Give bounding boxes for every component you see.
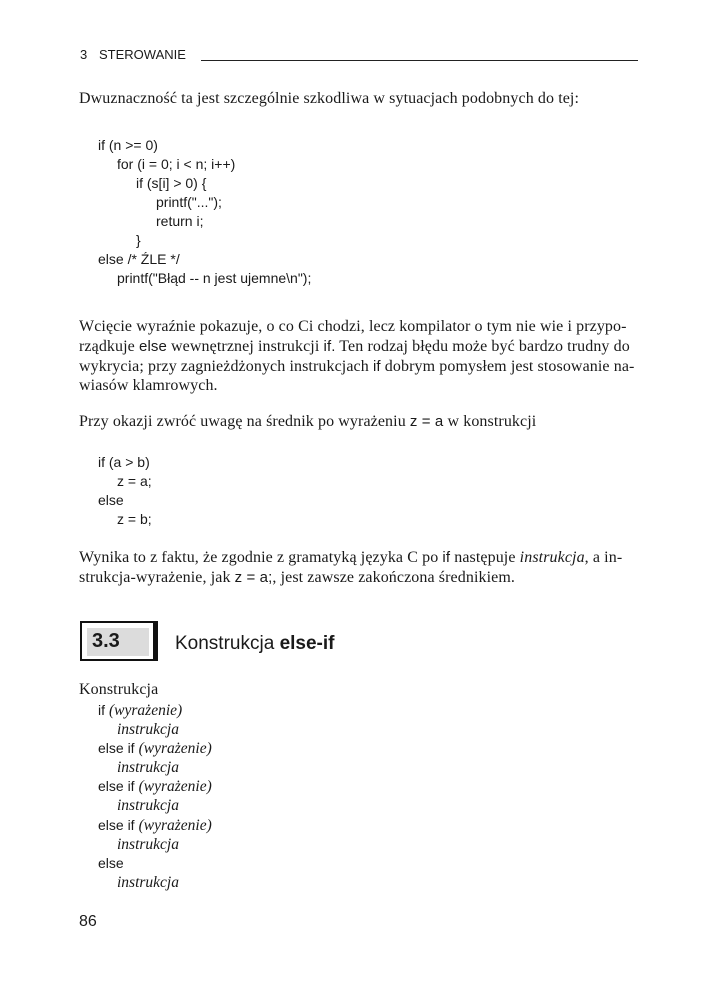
chapter-number: 3 bbox=[80, 47, 88, 62]
construct-line: else if (wyrażenie) bbox=[98, 817, 212, 834]
code-line: } bbox=[136, 232, 141, 248]
paragraph-line: strukcja-wyrażenie, jak z = a;, jest zawsze zakończona średnikiem. bbox=[79, 569, 515, 586]
chapter-title: STEROWANIE bbox=[99, 47, 186, 62]
code-line: if (a > b) bbox=[98, 454, 150, 470]
code-line: printf("Błąd -- n jest ujemne\n"); bbox=[117, 270, 312, 286]
construct-line: else bbox=[98, 855, 124, 871]
construct-line: if (wyrażenie) bbox=[98, 702, 183, 719]
paragraph-line: wykrycia; przy zagnieżdżonych instrukcjach if dobrym pomysłem jest stosowanie na- bbox=[79, 358, 635, 375]
section-number-badge bbox=[87, 628, 149, 656]
construct-line: instrukcja bbox=[117, 874, 179, 891]
paragraph-line: rządkuje else wewnętrznej instrukcji if. Ten rodzaj błędu może być bardzo trudny do bbox=[79, 338, 630, 355]
section-title: Konstrukcja else-if bbox=[175, 633, 335, 654]
construct-line: instrukcja bbox=[117, 759, 179, 776]
code-line: return i; bbox=[156, 213, 204, 229]
code-line: else /* ŹLE */ bbox=[98, 251, 180, 267]
page-number: 86 bbox=[79, 913, 97, 930]
code-line: if (s[i] > 0) { bbox=[136, 175, 207, 191]
code-line: printf("..."); bbox=[156, 194, 222, 210]
construct-label: Konstrukcja bbox=[79, 681, 159, 698]
construct-line: else if (wyrażenie) bbox=[98, 778, 212, 795]
code-line: else bbox=[98, 492, 124, 508]
paragraph-line: Wcięcie wyraźnie pokazuje, o co Ci chodzi, lecz kompilator o tym nie wie i przypo- bbox=[79, 318, 627, 335]
construct-line: instrukcja bbox=[117, 721, 179, 738]
paragraph-line: wiasów klamrowych. bbox=[79, 377, 218, 394]
construct-line: instrukcja bbox=[117, 836, 179, 853]
code-line: if (n >= 0) bbox=[98, 137, 158, 153]
code-line: for (i = 0; i < n; i++) bbox=[117, 156, 236, 172]
paragraph-line: Wynika to z faktu, że zgodnie z gramatyką języka C po if następuje instrukcja, a in- bbox=[79, 549, 623, 566]
code-line: z = b; bbox=[117, 511, 152, 527]
intro-paragraph: Dwuznaczność ta jest szczególnie szkodliwa w sytuacjach podobnych do tej: bbox=[79, 90, 580, 107]
construct-line: else if (wyrażenie) bbox=[98, 740, 212, 757]
code-line: z = a; bbox=[117, 473, 152, 489]
section-number: 3.3 bbox=[92, 630, 120, 652]
header-rule bbox=[201, 60, 638, 61]
paragraph-semicolon: Przy okazji zwróć uwagę na średnik po wyrażeniu z = a w konstrukcji bbox=[79, 413, 537, 430]
construct-line: instrukcja bbox=[117, 797, 179, 814]
